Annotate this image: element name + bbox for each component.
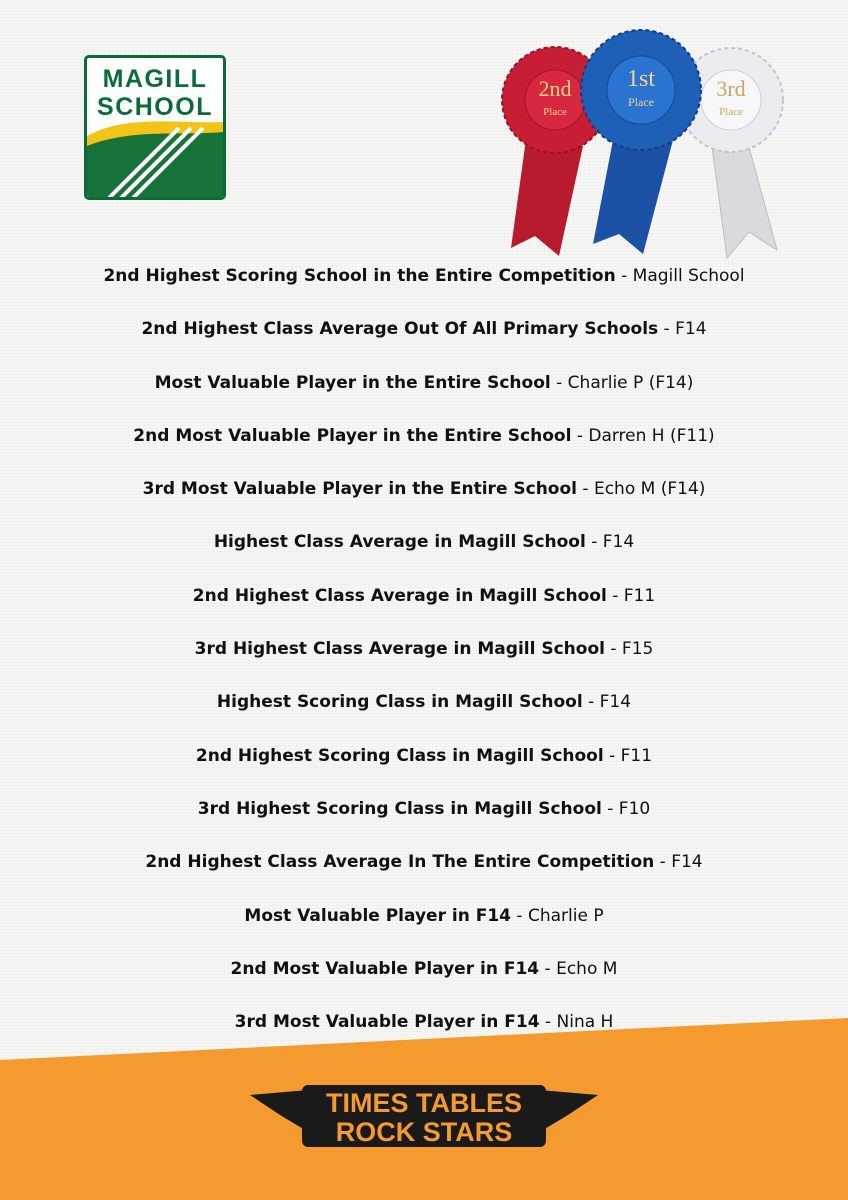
award-title: 2nd Highest Class Average Out Of All Primary Schools — [141, 319, 659, 340]
award-separator: - — [539, 958, 557, 979]
award-item — [0, 370, 848, 423]
award-separator: - — [550, 372, 568, 393]
award-winner: F14 — [675, 319, 707, 340]
award-winner: Nina H — [556, 1012, 614, 1033]
award-item — [0, 796, 848, 849]
award-item — [0, 529, 848, 582]
award-item — [0, 689, 848, 742]
brand-line2: ROCK STARS — [335, 1117, 513, 1147]
award-item — [0, 583, 848, 636]
award-title: 2nd Highest Class Average In The Entire Competition — [145, 852, 655, 873]
award-separator: - — [615, 266, 633, 286]
award-title: 3rd Highest Class Average in Magill School — [194, 639, 605, 660]
logo-field-graphic — [87, 118, 223, 198]
award-title: 3rd Highest Scoring Class in Magill School — [197, 798, 602, 819]
award-item — [0, 849, 848, 902]
award-winner: F10 — [618, 798, 651, 819]
award-item — [0, 423, 848, 476]
award-title: 2nd Highest Class Average in Magill School — [192, 585, 607, 606]
award-winner: Charlie P — [527, 905, 604, 926]
second-place-label-bottom: Place — [543, 106, 567, 118]
award-separator: - — [511, 905, 528, 926]
logo-text-line2: SCHOOL — [97, 93, 213, 121]
brand-line1: TIMES TABLES — [325, 1088, 523, 1118]
award-winner: Echo M (F14) — [593, 479, 706, 500]
award-separator: - — [604, 639, 622, 660]
award-title: Most Valuable Player in F14 — [244, 905, 511, 926]
magill-school-logo — [84, 55, 226, 200]
award-separator: - — [571, 425, 589, 446]
award-winner: F11 — [623, 585, 656, 606]
award-separator: - — [658, 319, 676, 340]
first-place-label-bottom: Place — [628, 95, 654, 109]
award-separator: - — [577, 479, 594, 500]
award-winner: Echo M — [556, 958, 618, 979]
award-title: 3rd Most Valuable Player in the Entire School — [142, 479, 577, 500]
second-place-label-top: 2nd — [538, 76, 572, 101]
times-tables-rock-stars-logo — [250, 1075, 598, 1155]
award-winner: F14 — [599, 692, 632, 713]
award-title: Highest Class Average in Magill School — [213, 532, 586, 553]
third-place-label-bottom: Place — [719, 106, 743, 118]
award-item — [0, 956, 848, 1009]
award-item — [0, 903, 848, 956]
award-winner: Charlie P (F14) — [567, 372, 694, 393]
award-title: 2nd Highest Scoring Class in Magill School — [195, 745, 604, 766]
award-winner: F15 — [621, 639, 654, 660]
award-winner: Magill School — [632, 266, 745, 286]
awards-list — [0, 263, 848, 1062]
award-title: Highest Scoring Class in Magill School — [216, 692, 583, 713]
third-place-label-top: 3rd — [716, 76, 746, 101]
award-title: 2nd Highest Scoring School in the Entire Competition — [103, 266, 616, 286]
award-title: Most Valuable Player in the Entire School — [154, 372, 551, 393]
award-rosettes-image — [495, 22, 795, 262]
award-winner: F11 — [620, 745, 653, 766]
first-place-rosette — [581, 30, 701, 254]
award-item — [0, 316, 848, 369]
award-separator: - — [585, 532, 603, 553]
award-title: 2nd Most Valuable Player in the Entire School — [133, 425, 572, 446]
award-title: 2nd Most Valuable Player in F14 — [230, 958, 540, 979]
award-winner: Darren H (F11) — [588, 425, 715, 446]
award-item — [0, 743, 848, 796]
first-place-label-top: 1st — [626, 66, 656, 92]
award-separator: - — [582, 692, 600, 713]
award-item — [0, 263, 848, 316]
award-separator: - — [539, 1012, 557, 1033]
logo-text-line1: MAGILL — [102, 65, 208, 93]
award-separator: - — [654, 852, 672, 873]
award-item — [0, 636, 848, 689]
award-title: 3rd Most Valuable Player in F14 — [234, 1012, 540, 1033]
award-separator: - — [603, 745, 621, 766]
award-separator: - — [601, 798, 619, 819]
award-winner: F14 — [671, 852, 703, 873]
award-item — [0, 476, 848, 529]
award-winner: F14 — [602, 532, 635, 553]
award-separator: - — [606, 585, 624, 606]
